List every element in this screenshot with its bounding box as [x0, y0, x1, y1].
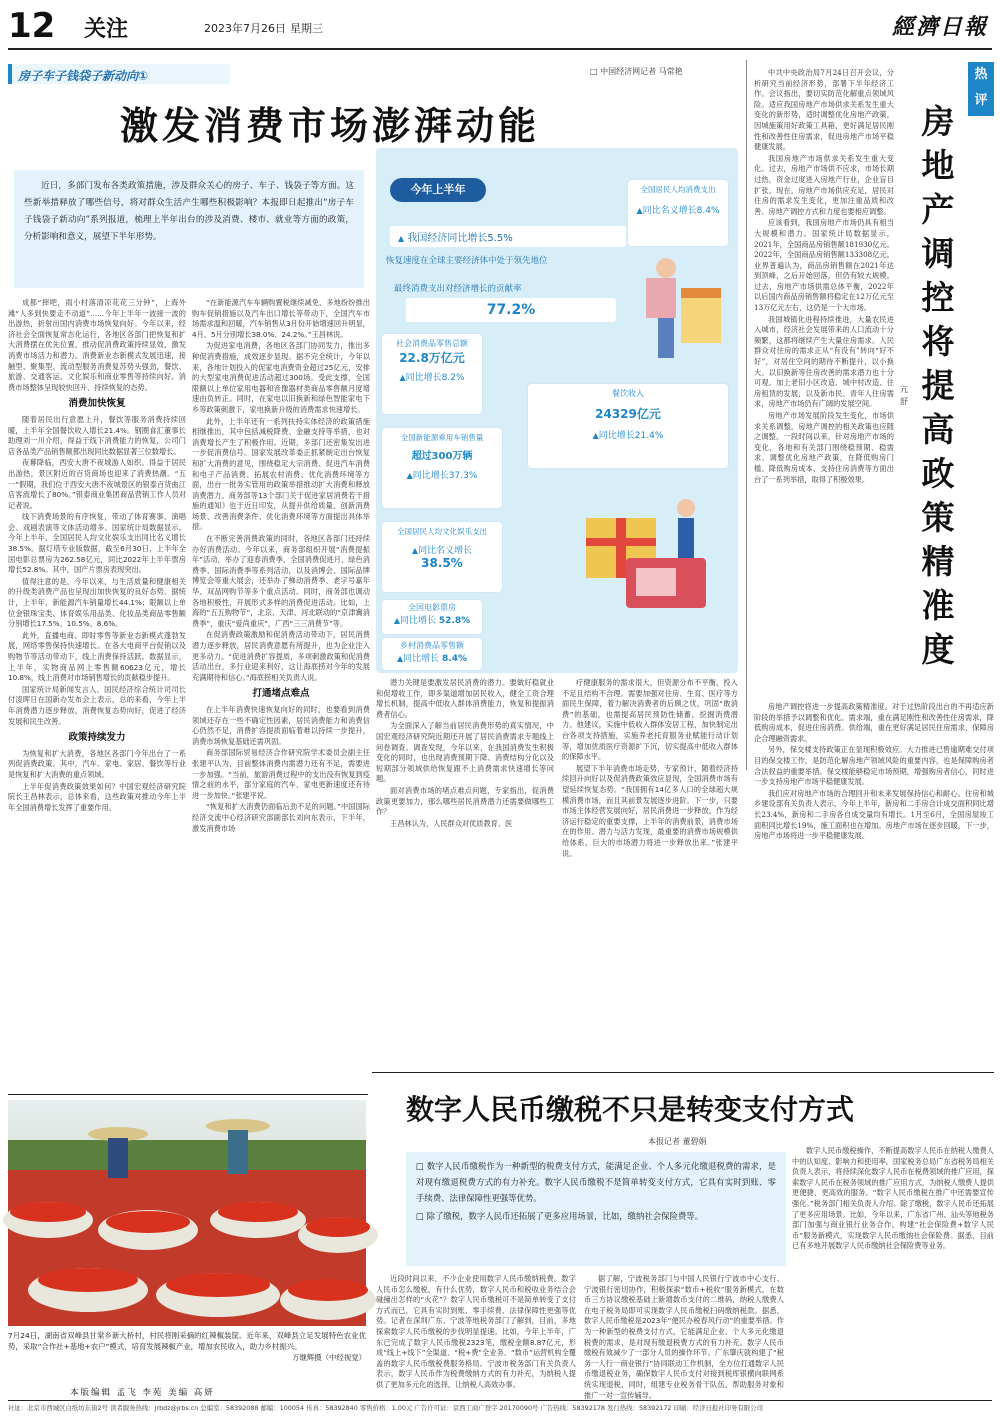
issue-weekday: 星期三: [290, 22, 323, 35]
contrib-value: [406, 298, 616, 322]
commentary-body-top: [754, 68, 894, 698]
stat-change: [528, 428, 728, 441]
paragraph: 在不断完善消费政策的同时，各地区各部门还持续办好消费活动。今年以来，商务部组织开展“消费提振年”活动，举办了迎春消费季、全国消费促进月、绿色消费季、国际消费季等系列活动，以及消博会、国际品牌博览会等重大展会，还举办了梯动消费季、老字号嘉年华、双品网购节等多个重点活动。同时，商务部也调动各地积极性，开展形式多样的消费促进活动。比如，上海的“五五购物节”，北京、天津、河北联动的“京津冀消费季”，重庆“爱尚重庆”，广西“三三消费节”等。: [192, 534, 370, 628]
stat-change-text: 同比名义增长: [418, 546, 473, 556]
paragraph: 上半年促消费政策效果如何？中国宏观经济研究院院长王昌林表示，总体来看，这些政策对推动今年上半年全国消费增长发挥了重要作用。: [8, 781, 186, 812]
stat-change: [382, 613, 482, 626]
up-triangle-icon: ▲: [592, 431, 599, 440]
paragraph: 房地产市场发展阶段发生变化，市场供求关系调整，房地产调控的相关政策也应随之调整。一段时间以来，针对房地产市场的变化，各地和有关部门围绕稳预期、稳需求、调整优化房地产政策，在降低购房门槛、降低购房成本、支持住房消费等方面出台了一系列举措，取得了积极效果。: [754, 411, 894, 484]
paragraph: 随着居民出行意愿上升，餐饮等服务消费持续回暖，上半年全国餐饮收入增长21.4%。钢圈食汇董事长助理刘一川介绍，得益于线下消费能力的恢复，公司门店各品类产品销售额都出现同比数据显著三位数增长。: [8, 414, 186, 456]
up-triangle-icon: ▲: [399, 373, 406, 382]
stat-card-culture: [382, 522, 502, 592]
paragraph: 面对消费市场的堵点难点问题，专家指出，促消费政策更要加力，那么哪些居民消费潜力还需要做哪些工作？: [376, 785, 554, 817]
stat-change: [628, 203, 728, 216]
stat-value: 8.4%: [442, 654, 467, 664]
paragraph: 此外，上半年还有一系列扶持实体经济的政策措施相继推出，其中包括减税降费、金融支持等举措，也对消费增长产生了积极作用。近期，多部门还密集发出进一步促消费信号。国家发展改革委正抓紧制定出台恢复和扩大消费的意见，围绕稳定大宗消费、促进汽车消费和电子产品消费、拓展农村消费、优化消费环境等方面，出台一批务实管用的政策举措推动扩大消费和释放消费潜力。商务部等13个部门关于促进家居消费若干措施的通知》也于近日印发，从提升供给质量、创新消费场景、改善消费条件、优化消费环境等方面提出具体举措。: [192, 416, 370, 532]
main-lead-text: 近日，多部门发布各类政策措施，涉及群众关心的房子、车子、钱袋子等方面。这些新举措释放了哪些信号，将对群众生活产生哪些积极影响？本报即日起推出“房子车子钱袋子新动向”系列报道，梳理上半年出台的涉及消费、楼市、就业等方面的政策，分析影响和意义，展望下半年形势。: [24, 181, 354, 242]
tax-headline: 数字人民币缴税不只是转变支付方式: [406, 1093, 855, 1126]
paragraph: 房地产调控将进一步提高政策精准度。对于过热阶段出台的不再适应新阶段的举措予以调整和优化。需求端，重在满足刚性和改善性住房需求，降低购房成本，促进住房消费。供给端，重在更好满足居民住房需求，保障房企合理融资需求。: [754, 702, 994, 743]
tax-lead-text: □ 除了缴税，数字人民币还拓展了更多应用场景，比如，缴纳社会保险费等。: [416, 1211, 703, 1221]
tag-char: 评: [974, 93, 988, 108]
header-rule: [8, 48, 992, 50]
infographic-title: [390, 178, 486, 202]
main-col-3: [376, 678, 554, 1068]
up-triangle-icon: ▲: [396, 654, 404, 663]
tax-col-2: [584, 1274, 784, 1400]
tax-lead-text: □ 数字人民币缴税作为一种新型的税费支付方式，能满足企业、个人多元化缴退税费的需求，是对现有缴退税费方式的有力补充。数字人民币缴税不是简单转变支付方式，它具有实时到账、零手续费、法律保障性更强等优势。: [416, 1161, 776, 1203]
paragraph: 展望下半年消费市场走势，专家预计，随着经济持续回升向好以及促消费政策效应显现，全国消费市场有望延续恢复态势。“我国拥有14亿多人口的全球超大规模消费市场，而且其前景发展逐步进阶。下一步，只要市场主体经营发展向好，居民消费进一步释放，作为经济运行稳定的重要支撑，上半年的消费前景，消费市场在的作用、潜力与活力发现，最重要的消费市场规模供给体系，巨大的市场潜力将进一步释放出来。”张建平说。: [562, 763, 738, 858]
editor-credits: 本版编辑 孟飞 李苑 美编 高妍: [70, 1388, 215, 1398]
stat-card-nev: [382, 428, 502, 508]
tax-col-3: [792, 1146, 994, 1394]
masthead-logo: 經濟日報: [891, 14, 988, 40]
main-col-4: [562, 678, 738, 1068]
paragraph: “在新能源汽车车辆购置税继续减免、多地纷纷推出购车促销措施以及汽车出口增长等带动下，全国汽车市场需求温和回暖，汽车销售从3月份开始增速回升明显，4月、5月分别增长38.0%、24.2%。”王昌林说。: [192, 298, 370, 339]
subheading: 消费加快恢复: [68, 398, 126, 410]
column-divider: [746, 60, 747, 770]
stat-change-text: 同比名义增长8.4%: [642, 206, 720, 216]
series-label: [8, 64, 230, 84]
paragraph: 夜幕降临，西安大唐不夜城游人如织。得益于居民出游热，景区附近的百货商场也迎来了消费热潮。“五一”假期，我们位于西安大唐不夜城景区的银泰百货曲江店客流增长了80%。”银泰商业集团商品营销工作人员对记者说。: [8, 458, 186, 510]
stat-label: 社会消费品零售总额: [396, 339, 468, 348]
series-label-text: 房子车子钱袋子新动向①: [18, 69, 149, 83]
page-number: 12: [8, 6, 56, 46]
stat-change-text: 同比增长8.2%: [405, 373, 465, 383]
paragraph: 国家统计局新闻发言人、国民经济综合统计司司长付凌晖日在国新办发布会上表示，总的来看，今年上半年消费潜力逐步释放，消费恢复态势向好，促进了经济发展和民生改善。: [8, 684, 186, 726]
stat-card-rural: [382, 638, 482, 670]
infographic: [376, 148, 738, 673]
pepper-harvest-photo: [8, 1100, 366, 1326]
commentary-body-bottom: [754, 702, 994, 841]
stat-change-text: 同比增长21.4%: [598, 431, 664, 441]
paragraph: 成都“摔吧，雨小村落清凉花花三分钟”，上海外滩“人多到快要走不动道”……今年上半年一波接一波的出游热，折射出国内消费市场恢复向好。今年以来，经济社会全面恢复常态化运行，各地区各部门把恢复和扩大消费摆在优先位置，推动促消费政策持续显效，激发消费市场活力和潜力。消费新业态新模式发展迅速，接触型、聚集型、流动型服务消费复苏势头强劲，餐饮、旅游、交通客运、文化娱乐和商业零售等持续向好。消费市场整体呈现较快回升、持续恢复的态势。: [8, 298, 186, 392]
footer-info: 社址：北京市西城区白纸坊东街2号 读者服务热线：jrbdz@jrbs.cn 总编室：58392088 邮编：100054 传真：58392840 零售价格：1.00元 广告许可证：京西工商广登字 20170090号 广告热线：58392178 发行热线：58392172 印刷：经济日报社印务有限公司: [8, 1404, 763, 1412]
paragraph: 中共中央政治局7月24日召开会议，分析研究当前经济形势，部署下半年经济工作。会议指出，要切实防范化解重点领域风险。适应我国房地产市场供求关系发生重大变化的新形势，适时调整优化房地产政策，因城施策用好政策工具箱，更好满足居民刚性和改善性住房需求，促进房地产市场平稳健康发展。: [754, 68, 894, 152]
paragraph: 此外，直播电商、即时零售等新业态新模式蓬勃发展，网络零售保持快速增长。在各大电商平台促销以及购物节等活动带动下，线上消费保持活跃。数据显示，上半年，实物商品网上零售额60623亿元，增长10.8%，线上消费对市场销售增长的贡献稳步提升。: [8, 630, 186, 683]
stat-label: 乡村消费品零售额: [400, 641, 464, 650]
issue-date: 2023年7月26日: [204, 22, 286, 35]
paragraph: 近段时间以来，不少企业使用数字人民币缴纳税费。数字人民币怎么缴税，有什么优势，数字人民币和税收业务结合会碰撞出怎样的“火花”？数字人民币缴税可不是简单转变了支付方式而已，它具有实时到账、零手续费、法律保障性更强等优势。记者在深圳广东、宁波等地税务部门了解到，目前，多地探索数字人民币缴税的步伐明显提速。比如，今年上半年，广东已完成了数字人民币缴税2323笔，缴税金额8.87亿元，形成“线上+线下”全渠道、“税+费”全业务、“数币”运营机构全覆盖的数字人民币缴税费服务格局。宁波市税务部门有关负责人表示，数字人民币作为税费缴纳方式的有力补充，为纳税人提供了更加多元化的选择，让纳税人高效办事。: [376, 1274, 576, 1389]
infographic-title-text: 今年上半年: [410, 183, 466, 196]
paragraph: 为促进家电消费，各地区各部门协同发力，推出多种促消费措施，成效逐步显现。据不完全统计，今年以来，各地计划投入的促家电消费资金超过25亿元，安排的大型家电消费促进活动超过300场。受此支撑，全国限额以上单位家用电器和音像器材类商品零售额月度增速由负转正。同时，在家电以旧换新和绿色智能家电下乡等政策刺激下，家电换新升级的消费需求快速增长。: [192, 341, 370, 414]
stat-label: 全国电影票房: [408, 603, 456, 612]
stat-change: [382, 370, 482, 383]
paragraph: “恢复和扩大消费仍面临后劲不足的问题。”中国国际经济交流中心经济研究部副部长刘向东表示，下半年，激发消费市场: [192, 802, 370, 833]
main-col-2: [192, 298, 370, 1098]
stat-label: 全国新能源乘用车销售量: [400, 433, 484, 442]
page-header: [8, 6, 992, 46]
photo-rule: [8, 1094, 368, 1095]
photo-caption-text: 7月24日，湖南省双峰县甘棠乡新大桥村，村民将刚采摘的红辣椒装筐。近年来，双峰县立足发展特色农业优势，采取“合作社+基地+农户”模式，培育发展辣椒产业，增加农民收入，助力乡村振兴。: [8, 1331, 366, 1351]
up-triangle-icon: ▲: [636, 206, 643, 215]
paragraph: 应该看到，我国房地产市场仍具有相当大规模和潜力。国家统计局数据显示，2021年，全国商品房销售额181930亿元。2022年，全国商品房销售额133308亿元。业界普遍认为，商品房销售额在2021年达到顶峰，之后开始回落，但仍有较大规模。过去，房地产市场供需总体平衡，2022年以后国内商品房销售额将稳定在12万亿元至13万亿元左右，这仍是一个大市场。: [754, 218, 894, 313]
stat-change: [382, 543, 502, 556]
gift-illustration: [566, 478, 726, 628]
paragraph: 潜力关键是要激发居民消费的潜力。要做好稳就业和促增收工作，即多渠道增加居民收入，健全工资合理增长机制，提高中低收入群体消费能力，恢复和提振消费者信心。: [376, 678, 554, 719]
stat-label: 全国居民人均消费支出: [640, 185, 716, 194]
shopping-illustration: [636, 248, 736, 368]
tax-byline: 本报记者 董碧娟: [648, 1137, 707, 1146]
stat-value: 22.8万亿元: [399, 351, 465, 365]
paragraph: 在上半年消费快速恢复向好的同时，也要看到消费领域还存在一些不确定性因素，居民消费能力和消费信心仍然不足，消费扩容提质面临着难以持续一步提升，消费市场恢复基础还需巩固。: [192, 704, 370, 746]
up-triangle-icon: ▲: [406, 471, 413, 480]
stat-label: 餐饮收入: [612, 389, 644, 398]
main-col-1: [8, 298, 186, 1098]
stat-card-box-office: [382, 600, 482, 634]
contrib-label: 最终消费支出对经济增长的贡献率: [394, 284, 522, 294]
paragraph: 数字人民币缴税操作，不断提高数字人民币在纳税人缴费人中的认知度、影响力和使用率。国家税务总局广东省税务局相关负责人表示，将持续深化数字人民币在税费领域的推广应用，探索数字人民币在税务领域的推广应用方式，为纳税人缴费人提供更便捷、更高效的服务。“数字人民币缴税在推广中还需要宣传强化。”税务部门相关负责人介绍。除了缴税，数字人民币还拓展了更多应用场景。比如，今年以来，广东省广州、汕头等地税务部门加强与商业银行业务合作，构建“社会保险费+数字人民币”服务新模式，实现数字人民币缴纳社会保险费。据悉，目前已有多地开展数字人民币缴纳社会保险费等业务。: [792, 1146, 994, 1251]
gdp-note: 恢复速度在全球主要经济体中处于领先地位: [386, 256, 548, 266]
contrib-value-text: 77.2%: [486, 302, 536, 318]
gdp-stat-text: 我国经济同比增长5.5%: [407, 233, 513, 244]
main-lead: [14, 170, 364, 288]
paragraph: 据了解，宁波税务部门与中国人民银行宁波市中心支行、宁波银行密切协作，积极探索“数币+税收”服务新模式，在数币三方协议缴税基础上新增数币支付的二维码，纳税人缴费人在电子税务局即可实现数字人民币缴税扫码缴纳税款。据悉，数字人民币缴税是2023年“便民办税春风行动”的重要举措。作为一种新型的税费支付方式，它能满足企业、个人多元化缴退税费的需求，是对现有缴退税费方式的有力补充。数字人民币缴税有效减少了一部分人员的操作环节。广东肇庆就构建了“税务一人行一商业银行”协同联动工作机制，全方位打通数字人民币缴退税业务，确保数字人民币支付对接到税库银横向联网系统实现退税，同时，组建专业税务骨干队伍，帮助服务对象和推广一对一宣传辅导。: [584, 1274, 784, 1400]
paragraph: 我国房地产市场供求关系发生重大变化。过去，房地产市场供不应求，市场长期过热，资金过度进入房地产行业，企业盲目扩张。现在，房地产市场供应充足，居民对住房的需求发生变化，更加注重品质和改善。房地产调控方式和力度也要相应调整。: [754, 153, 894, 216]
subheading: 政策持续发力: [68, 732, 126, 744]
section-name: 关注: [84, 16, 129, 42]
paragraph: 在促消费政策激励和促消费活动带动下，居民消费潜力逐步释放，居民消费意愿有所提升，也为企业注入更多动力。“促进消费扩容提质，多项刺激政策和促消费活动出台，多行业迎来利好，这让海底捞对今年的发展充满期待和信心。”海底捞相关负责人说。: [192, 630, 370, 682]
paragraph: 线下消费场景的有序恢复，带动了体育赛事、演唱会、戏剧表演等文体活动增多。国家统计局数据显示，今年上半年，全国居民人均文化娱乐支出同比名义增长38.5%。据灯塔专业版数据，截至6月30日，上半年全国电影总票房为262.58亿元，同比2022年上半年票房增长52.8%。其中，国产片票房表现突出。: [8, 512, 186, 575]
paragraph: 为恢复和扩大消费，各地区各部门今年出台了一系列促消费政策。其中，汽车、家电、家居、餐饮等行业是恢复和扩大消费的重点领域。: [8, 748, 186, 779]
stat-change-text: 同比增长: [400, 616, 437, 626]
hot-comment-tag: [968, 62, 994, 116]
stat-card-consumption: [628, 180, 728, 246]
paragraph: 另外，保交楼支持政策正在显现积极效应。大力推进已售逾期难交付项目的保交楼工作，是防范化解房地产领域风险的重要内容，也是保障购房者合法权益的重要举措。保交楼能够稳定市场预期，增强购房者信心，同时进一步支持房地产市场平稳健康发展。: [754, 745, 994, 787]
gdp-stat: [390, 226, 626, 247]
paragraph: 商务部国际贸易经济合作研究院学术委员会副主任张建平认为，目前整体消费内需潜力还有不足，需要进一步加强。“当前，旅游消费过程中的支出没有恢复到疫情之前的水平，部分家庭的汽车、家电更新速度还有待进一步加快。”张建平说。: [192, 748, 370, 800]
paragraph: 我们应对房地产市场的合理回升和未来发展保持信心和耐心。住房和城乡建设部有关负责人表示，今年上半年，新房和二手房合计成交面积同比增长23.4%，新房和二手房各自成交量均有增长。1月至6月，全国房屋竣工面积同比增长19%，施工面积也在增加。房地产市场在逐步回暖，下一步，房地产市场将进一步平稳健康发展。: [754, 788, 994, 841]
up-triangle-icon: ▲: [393, 616, 401, 625]
paragraph: 值得注意的是，今年以来，与生活质量和健康相关的升级类消费产品也呈现出加快恢复的良好态势。据统计，上半年，新能源汽车销量增长44.1%；限额以上单位金银珠宝类、体育娱乐用品类、化妆品类商品零售额分别增长17.5%、10.5%、8.6%。: [8, 576, 186, 629]
stat-value: 38.5%: [421, 556, 463, 570]
stat-label: 全国居民人均文化娱乐支出: [397, 527, 487, 536]
stat-change: [382, 468, 502, 481]
paragraph: 王昌林认为，人民群众对优质教育、医: [390, 818, 513, 828]
tax-lead: [406, 1152, 786, 1266]
stat-value: 超过300万辆: [411, 451, 473, 462]
tax-col-1: [376, 1274, 576, 1394]
stat-change-text: 同比增长: [403, 654, 440, 664]
photo-credit: 万继辉摄（中经视觉）: [292, 1353, 366, 1362]
stat-change: [382, 651, 482, 664]
up-triangle-icon: ▲: [398, 234, 405, 243]
stat-value: 24329亿元: [595, 407, 661, 421]
paragraph: 我国城镇化进程持续推进，大量农民进入城市，经济社会发展带来的人口流动十分频繁，这都将继续产生大量住房需求。人民群众对住房的需求正从“有没有”转向“好不好”，对居住空间的期待不断提升，以小换大、以旧换新等住房改善的需求潜力也十分可观。加上老旧小区改造、城中村改造、住房租赁的发展，以及新市民、青年人住房需求，房地产市场仍有广阔的发展空间。: [754, 314, 894, 409]
up-triangle-icon: ▲: [411, 546, 419, 555]
commentary-headline: 房地产调控将提高政策精准度: [921, 102, 955, 669]
tag-char: 热: [974, 67, 988, 82]
subheading: 打通堵点难点: [252, 688, 310, 700]
main-headline: 激发消费市场澎湃动能: [120, 103, 541, 148]
main-byline: □ 中国经济网记者 马常艳: [590, 67, 683, 76]
commentary-author: 亢舒: [900, 385, 908, 406]
stat-card-retail: [382, 334, 482, 414]
stat-card-catering: [528, 384, 728, 468]
paragraph: 疗健康服务的需求很大，但资源分布不平衡，投入不足且结构不合理。需要加强对住房、生育、医疗等方面民生保障，着力解决消费者的后顾之忧，巩固“敢消费”的基础，也需提高居民预防性储蓄，挖掘消费潜力。他建议，实施中低收入群体安居工程，加快制定出台各项支持措施，实施养老托育服务业赋能行动计划等，增加优质医疗资源扩下沉，切实提高中低收入群体的保障水平。: [562, 678, 738, 762]
footer-rule: [8, 1400, 992, 1401]
photo-caption: [8, 1330, 366, 1382]
tax-story-rule: [372, 1072, 994, 1073]
stat-value: 52.8%: [438, 616, 471, 626]
stat-change-text: 同比增长37.3%: [412, 471, 478, 481]
paragraph: 为全面深入了解当前居民消费形势的真实情况，中国宏观经济研究院近期还开展了居民消费需求专题线上问卷调查。调查发现，今年以来，在我国消费发生积极变化的同时，也出现消费预期下降、消费结构分化以及短期部分领域供给恢复跟不上消费需求快速增长等问题。: [376, 721, 554, 784]
